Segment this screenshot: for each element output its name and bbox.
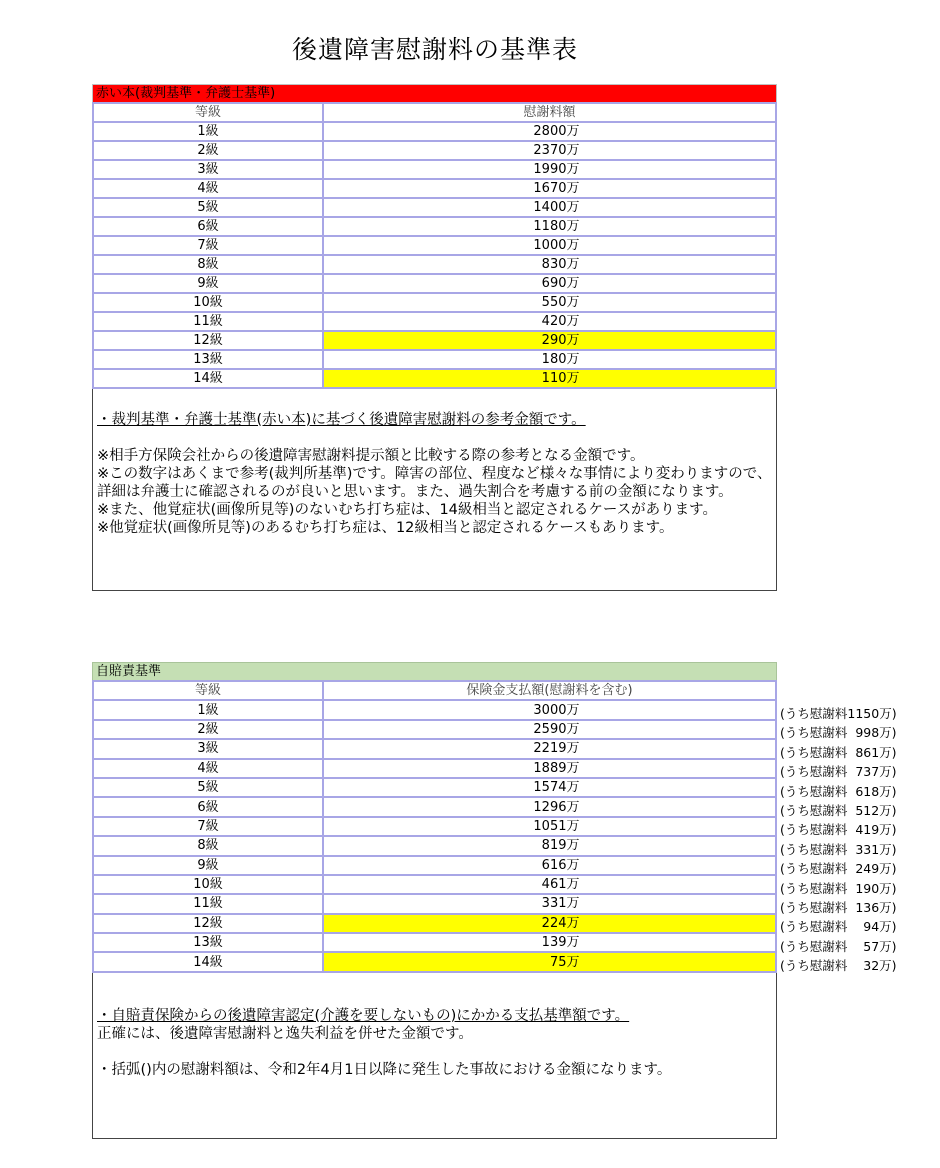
amount-cell xyxy=(323,198,776,217)
table-row xyxy=(93,720,776,739)
grade-cell: 12級 xyxy=(93,331,323,350)
table-row xyxy=(93,856,776,875)
amount-cell xyxy=(323,122,776,141)
court-standard-header: 赤い本(裁判基準・弁護士基準) xyxy=(92,84,777,102)
amount-value: 1670万 xyxy=(533,181,580,196)
amount-value: 616万 xyxy=(541,857,580,873)
amount-cell xyxy=(323,836,776,855)
amount-value: 1180万 xyxy=(533,219,580,234)
grade-cell: 12級 xyxy=(93,914,323,933)
grade-cell: 9級 xyxy=(93,856,323,875)
amount-value: 139万 xyxy=(541,935,580,951)
amount-value: 331万 xyxy=(541,896,580,912)
table-row xyxy=(93,933,776,952)
table-row xyxy=(93,198,776,217)
amount-cell xyxy=(323,739,776,758)
amount-cell xyxy=(323,217,776,236)
jibaiseki-note-1: 正確には、後遺障害慰謝料と逸失利益を併せた金額です。 xyxy=(97,1025,473,1042)
consolation-breakdown: (うち慰謝料 136万) xyxy=(780,899,897,915)
amount-value: 819万 xyxy=(541,838,580,854)
grade-cell: 4級 xyxy=(93,759,323,778)
table-row xyxy=(93,739,776,758)
jibaiseki-standard-header: 自賠責基準 xyxy=(92,662,777,680)
amount-value: 2370万 xyxy=(533,143,580,158)
table-row xyxy=(93,817,776,836)
amount-value: 550万 xyxy=(541,295,580,310)
amount-cell xyxy=(323,797,776,816)
grade-cell: 14級 xyxy=(93,952,323,971)
jibaiseki-notes-lead: ・自賠責保険からの後遺障害認定(介護を要しないもの)にかかる支払基準額です。 xyxy=(97,1007,630,1024)
grade-cell: 11級 xyxy=(93,894,323,913)
consolation-breakdown: (うち慰謝料 32万) xyxy=(780,958,897,974)
court-note-2: ※この数字はあくまで参考(裁判所基準)です。障害の部位、程度など様々な事情により変わりますので、詳細は弁護士に確認されるのが良いと思います。また、過失割合を考慮する前の金額になります。 xyxy=(97,466,772,500)
amount-value: 290万 xyxy=(541,333,580,348)
table-row xyxy=(93,331,776,350)
amount-cell xyxy=(323,778,776,797)
grade-cell: 2級 xyxy=(93,141,323,160)
amount-cell xyxy=(323,255,776,274)
amount-cell xyxy=(323,759,776,778)
amount-cell xyxy=(323,914,776,933)
table-row xyxy=(93,236,776,255)
amount-cell xyxy=(323,293,776,312)
grade-cell: 1級 xyxy=(93,700,323,719)
amount-cell xyxy=(323,933,776,952)
jibaiseki-standard-section xyxy=(92,662,777,1139)
amount-value: 224万 xyxy=(541,915,580,931)
court-note-4: ※他覚症状(画像所見等)のあるむち打ち症は、12級相当と認定されるケースもあります。 xyxy=(97,520,674,536)
amount-value: 2590万 xyxy=(533,721,580,737)
amount-value: 690万 xyxy=(541,276,580,291)
table-row xyxy=(93,350,776,369)
amount-column-header: 慰謝料額 xyxy=(323,103,776,122)
grade-cell: 13級 xyxy=(93,350,323,369)
table-header-row xyxy=(93,681,776,700)
table-row xyxy=(93,894,776,913)
amount-value: 110万 xyxy=(541,371,580,386)
amount-value: 75万 xyxy=(549,954,580,970)
amount-cell xyxy=(323,369,776,388)
consolation-breakdown: (うち慰謝料 618万) xyxy=(780,783,897,799)
grade-cell: 5級 xyxy=(93,198,323,217)
table-row xyxy=(93,160,776,179)
amount-value: 830万 xyxy=(541,257,580,272)
grade-cell: 4級 xyxy=(93,179,323,198)
amount-value: 1990万 xyxy=(533,162,580,177)
amount-cell xyxy=(323,700,776,719)
court-note-3: ※また、他覚症状(画像所見等)のないむち打ち症は、14級相当と認定されるケースがあります。 xyxy=(97,502,718,518)
jibaiseki-notes xyxy=(92,973,777,1139)
amount-cell xyxy=(323,350,776,369)
grade-cell: 8級 xyxy=(93,255,323,274)
consolation-breakdown: (うち慰謝料 861万) xyxy=(780,744,897,760)
grade-cell: 7級 xyxy=(93,236,323,255)
grade-cell: 9級 xyxy=(93,274,323,293)
court-standard-section xyxy=(92,84,777,591)
consolation-breakdown: (うち慰謝料 998万) xyxy=(780,725,897,741)
grade-cell: 7級 xyxy=(93,817,323,836)
grade-column-header: 等級 xyxy=(93,681,323,700)
jibaiseki-standard-table xyxy=(92,680,777,973)
amount-value: 3000万 xyxy=(533,702,580,718)
table-row xyxy=(93,952,776,971)
court-standard-table xyxy=(92,102,777,389)
grade-cell: 6級 xyxy=(93,217,323,236)
table-row xyxy=(93,179,776,198)
amount-value: 1400万 xyxy=(533,200,580,215)
page-title: 後遺障害慰謝料の基準表 xyxy=(291,35,578,64)
table-row xyxy=(93,217,776,236)
table-row xyxy=(93,255,776,274)
grade-cell: 14級 xyxy=(93,369,323,388)
court-notes-lead: ・裁判基準・弁護士基準(赤い本)に基づく後遺障害慰謝料の参考金額です。 xyxy=(97,412,586,428)
grade-cell: 10級 xyxy=(93,875,323,894)
amount-value: 2219万 xyxy=(533,741,580,757)
grade-cell: 8級 xyxy=(93,836,323,855)
amount-value: 1051万 xyxy=(533,818,580,834)
amount-cell xyxy=(323,331,776,350)
consolation-breakdown: (うち慰謝料 57万) xyxy=(780,938,897,954)
consolation-breakdown: (うち慰謝料 737万) xyxy=(780,764,897,780)
amount-value: 420万 xyxy=(541,314,580,329)
table-row xyxy=(93,759,776,778)
amount-cell xyxy=(323,179,776,198)
court-note-1: ※相手方保険会社からの後遺障害慰謝料提示額と比較する際の参考となる金額です。 xyxy=(97,448,645,464)
consolation-breakdown: (うち慰謝料1150万) xyxy=(780,706,897,721)
amount-cell xyxy=(323,817,776,836)
grade-column-header: 等級 xyxy=(93,103,323,122)
table-row xyxy=(93,369,776,388)
table-row xyxy=(93,914,776,933)
amount-value: 180万 xyxy=(541,352,580,367)
amount-column-header: 保険金支払額(慰謝料を含む) xyxy=(323,681,776,700)
table-row xyxy=(93,293,776,312)
grade-cell: 11級 xyxy=(93,312,323,331)
jibaiseki-note-2: ・括弧()内の慰謝料額は、令和2年4月1日以降に発生した事故における金額になります。 xyxy=(97,1061,672,1078)
grade-cell: 5級 xyxy=(93,778,323,797)
table-row xyxy=(93,700,776,719)
table-row xyxy=(93,836,776,855)
consolation-breakdown: (うち慰謝料 331万) xyxy=(780,841,897,857)
consolation-breakdown: (うち慰謝料 94万) xyxy=(780,919,897,935)
amount-cell xyxy=(323,875,776,894)
consolation-breakdown: (うち慰謝料 512万) xyxy=(780,802,897,818)
court-notes xyxy=(92,389,777,591)
table-row xyxy=(93,141,776,160)
amount-value: 1296万 xyxy=(533,799,580,815)
grade-cell: 3級 xyxy=(93,739,323,758)
grade-cell: 13級 xyxy=(93,933,323,952)
grade-cell: 6級 xyxy=(93,797,323,816)
table-row xyxy=(93,122,776,141)
amount-cell xyxy=(323,856,776,875)
amount-cell xyxy=(323,160,776,179)
table-row xyxy=(93,312,776,331)
table-row xyxy=(93,875,776,894)
grade-cell: 10級 xyxy=(93,293,323,312)
amount-cell xyxy=(323,894,776,913)
consolation-breakdown: (うち慰謝料 190万) xyxy=(780,880,897,896)
amount-cell xyxy=(323,274,776,293)
amount-cell xyxy=(323,720,776,739)
amount-value: 461万 xyxy=(541,877,580,893)
amount-value: 1000万 xyxy=(533,238,580,253)
amount-cell xyxy=(323,141,776,160)
grade-cell: 3級 xyxy=(93,160,323,179)
amount-cell xyxy=(323,952,776,971)
consolation-breakdown: (うち慰謝料 419万) xyxy=(780,822,897,838)
amount-value: 1574万 xyxy=(533,780,580,796)
table-row xyxy=(93,797,776,816)
consolation-breakdown-column xyxy=(780,704,940,975)
consolation-breakdown: (うち慰謝料 249万) xyxy=(780,861,897,877)
amount-cell xyxy=(323,236,776,255)
amount-value: 2800万 xyxy=(533,124,580,139)
table-header-row xyxy=(93,103,776,122)
grade-cell: 2級 xyxy=(93,720,323,739)
amount-cell xyxy=(323,312,776,331)
table-row xyxy=(93,778,776,797)
amount-value: 1889万 xyxy=(533,760,580,776)
table-row xyxy=(93,274,776,293)
grade-cell: 1級 xyxy=(93,122,323,141)
